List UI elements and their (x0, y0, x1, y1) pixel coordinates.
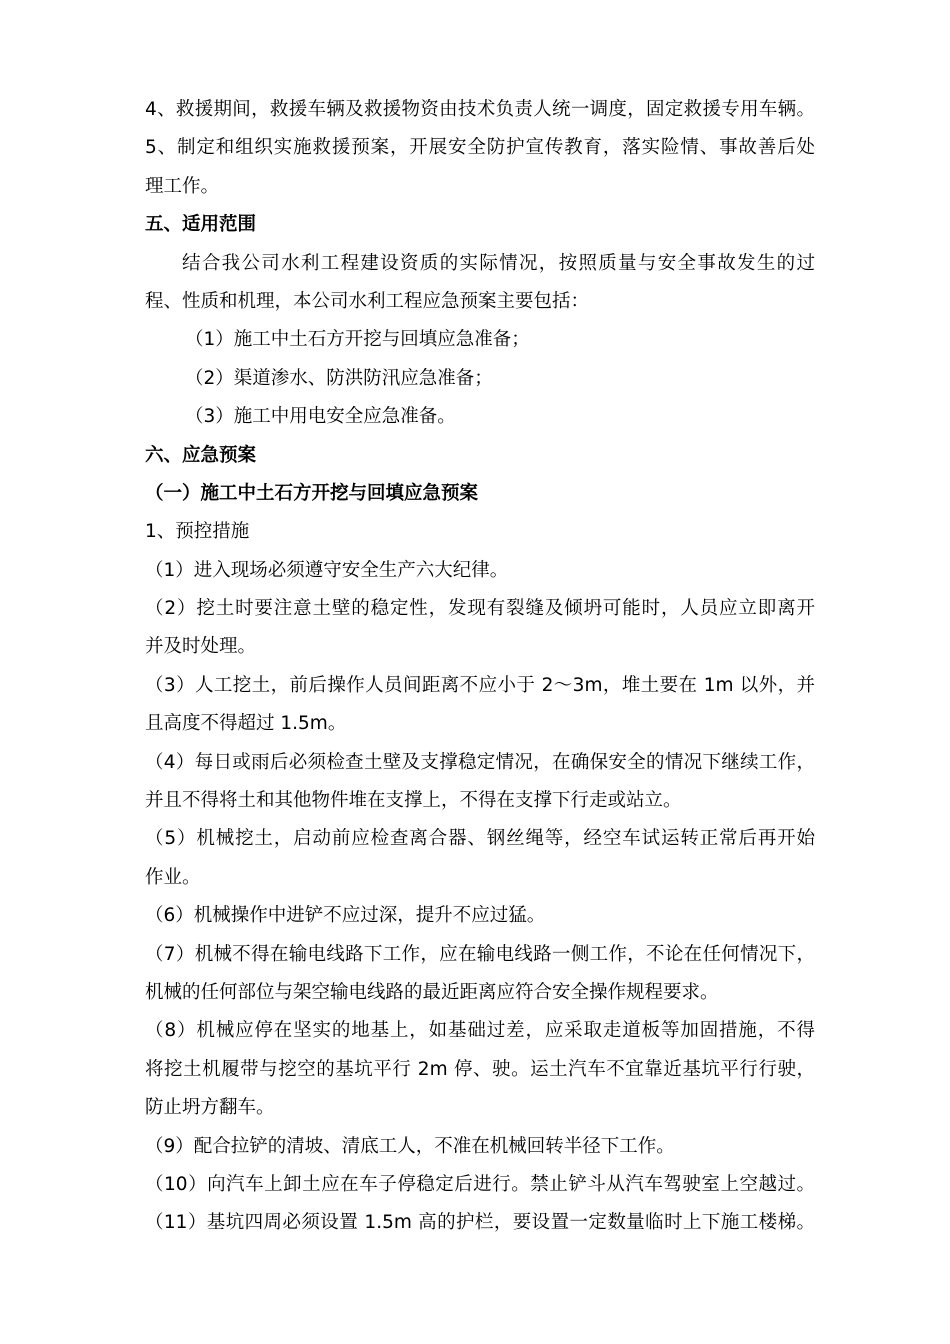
paragraph-line: 将挖土机履带与挖空的基坑平行 2m 停、驶。运土汽车不宜靠近基坑平行行驶， (145, 1058, 815, 1080)
document-body (145, 91, 815, 1243)
section-heading-line: （一）施工中土石方开挖与回填应急预案 (145, 482, 479, 504)
paragraph-line: （3）施工中用电安全应急准备。 (185, 406, 456, 428)
section-heading-line: 五、适用范围 (145, 214, 257, 236)
paragraph-line: 作业。 (145, 866, 201, 888)
paragraph-line: （5）机械挖土，启动前应检查离合器、钢丝绳等，经空车试运转正常后再开始 (145, 828, 815, 850)
paragraph-line: （9）配合拉铲的清坡、清底工人，不准在机械回转半径下工作。 (145, 1135, 675, 1157)
paragraph-line: 1、预控措施 (145, 521, 250, 543)
paragraph-line: （8）机械应停在坚实的地基上，如基础过差，应采取走道板等加固措施，不得 (145, 1020, 815, 1042)
paragraph-line: （11）基坑四周必须设置 1.5m 高的护栏，要设置一定数量临时上下施工楼梯。 (145, 1212, 815, 1234)
paragraph-line: （10）向汽车上卸土应在车子停稳定后进行。禁止铲斗从汽车驾驶室上空越过。 (145, 1173, 815, 1195)
paragraph-line: （7）机械不得在输电线路下工作，应在输电线路一侧工作，不论在任何情况下， (145, 943, 815, 965)
paragraph-line: 4、救援期间，救援车辆及救援物资由技术负责人统一调度，固定救援专用车辆。 (145, 99, 815, 120)
paragraph-line: （3）人工挖土，前后操作人员间距离不应小于 2～3m，堆土要在 1m 以外，并 (145, 674, 815, 696)
paragraph-line: 程、性质和机理，本公司水利工程应急预案主要包括： (145, 290, 590, 312)
section-heading-line: 六、应急预案 (145, 444, 257, 466)
paragraph-line: 并且不得将土和其他物件堆在支撑上，不得在支撑下行走或站立。 (145, 790, 682, 812)
paragraph-line: 且高度不得超过 1.5m。 (145, 713, 347, 735)
paragraph-line: 结合我公司水利工程建设资质的实际情况，按照质量与安全事故发生的过 (182, 252, 815, 274)
paragraph-line: （2）挖土时要注意土壁的稳定性，发现有裂缝及倾坍可能时，人员应立即离开 (145, 598, 815, 620)
paragraph-line: 理工作。 (145, 175, 220, 197)
paragraph-line: （4）每日或雨后必须检查土壁及支撑稳定情况，在确保安全的情况下继续工作， (145, 751, 815, 773)
paragraph-line: （1）进入现场必须遵守安全生产六大纪律。 (145, 559, 509, 581)
paragraph-line: （6）机械操作中进铲不应过深，提升不应过猛。 (145, 905, 546, 927)
paragraph-line: 机械的任何部位与架空输电线路的最近距离应符合安全操作规程要求。 (145, 981, 719, 1003)
paragraph-line: 防止坍方翻车。 (145, 1097, 275, 1119)
paragraph-line: 并及时处理。 (145, 636, 257, 658)
paragraph-line: （1）施工中土石方开挖与回填应急准备； (185, 329, 530, 351)
paragraph-line: 5、制定和组织实施救援预案，开展安全防护宣传教育，落实险情、事故善后处 (145, 137, 815, 159)
paragraph-line: （2）渠道渗水、防洪防汛应急准备； (185, 367, 493, 389)
